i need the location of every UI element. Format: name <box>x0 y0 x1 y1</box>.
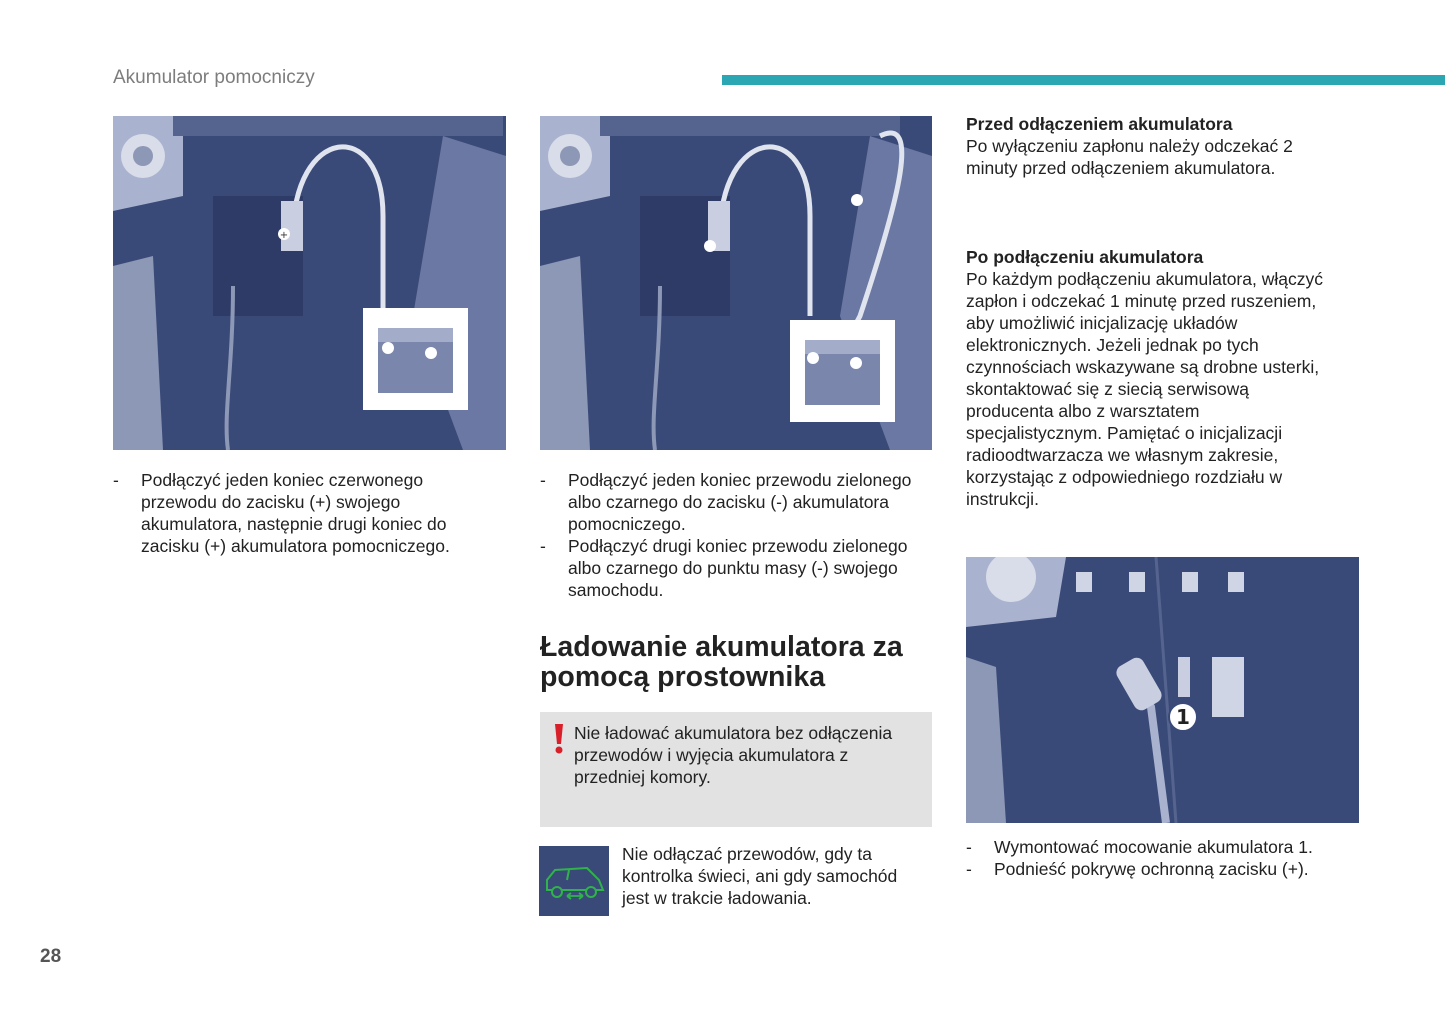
section-header: Akumulator pomocniczy <box>113 67 315 88</box>
list-item <box>540 469 934 535</box>
svg-text:+: + <box>279 230 289 241</box>
col1-steps <box>113 469 493 557</box>
step-text: Podnieść pokrywę ochronną zacisku (+). <box>994 859 1309 879</box>
step-text: Podłączyć jeden koniec czerwonego przewodu do zacisku (+) swojego akumulatora, następnie drugi koniec do zacisku (+) akumulatora pomocniczego. <box>141 470 450 556</box>
list-item <box>966 858 1346 880</box>
list-item <box>540 535 934 601</box>
photo-battery-positive-connection <box>113 116 506 450</box>
step-text: Podłączyć drugi koniec przewodu zielonego albo czarnego do punktu masy (-) swojego samochodu. <box>568 536 908 600</box>
list-dash: - <box>966 837 972 857</box>
list-dash: - <box>540 536 546 556</box>
step-text: Wymontować mocowanie akumulatora 1. <box>994 837 1313 857</box>
list-dash: - <box>966 859 972 879</box>
header-accent-bar <box>722 75 1445 85</box>
callout-number: 1 <box>1176 705 1190 729</box>
charging-note: Nie odłączać przewodów, gdy ta kontrolka świeci, ani gdy samochód jest w trakcie ładowania. <box>622 844 898 908</box>
before-disconnect-block <box>966 113 1336 179</box>
warning-box <box>540 712 932 827</box>
list-dash: - <box>540 470 546 490</box>
step-text: Podłączyć jeden koniec przewodu zielonego albo czarnego do zacisku (-) akumulatora pomocniczego. <box>568 470 912 534</box>
before-disconnect-text: Po wyłączeniu zapłonu należy odczekać 2 minuty przed odłączeniem akumulatora. <box>966 136 1293 178</box>
warning-text: Nie ładować akumulatora bez odłączenia przewodów i wyjęcia akumulatora z przedniej komory. <box>574 723 893 787</box>
after-connect-block <box>966 246 1331 510</box>
list-dash: - <box>113 470 119 490</box>
page-number: 28 <box>40 946 62 967</box>
exclamation-icon <box>552 724 566 754</box>
section-title: Ładowanie akumulatora za pomocą prostownika <box>540 631 903 693</box>
car-charging-icon <box>539 846 609 916</box>
after-connect-title: Po podłączeniu akumulatora <box>966 247 1204 267</box>
col3-steps <box>966 836 1346 880</box>
photo-battery-negative-connection <box>540 116 932 450</box>
list-item <box>966 836 1346 858</box>
after-connect-text: Po każdym podłączeniu akumulatora, włączyć zapłon i odczekać 1 minutę przed ruszeniem, aby umożliwić inicjalizację układów elektronicznych. Jeżeli jednak po tych czynnościach wskazywane są drobne usterki, skontaktować się z siecią serwisową producenta albo z warsztatem specjalistycznym. Pamiętać o inicjalizacji radioodtwarzacza we własnym zakresie, korzystając z odpowiedniego rozdziału w instrukcji. <box>966 269 1323 509</box>
before-disconnect-title: Przed odłączeniem akumulatora <box>966 114 1233 134</box>
photo-battery-clamp <box>966 557 1359 823</box>
list-item <box>113 469 493 557</box>
col2-steps <box>540 469 934 601</box>
